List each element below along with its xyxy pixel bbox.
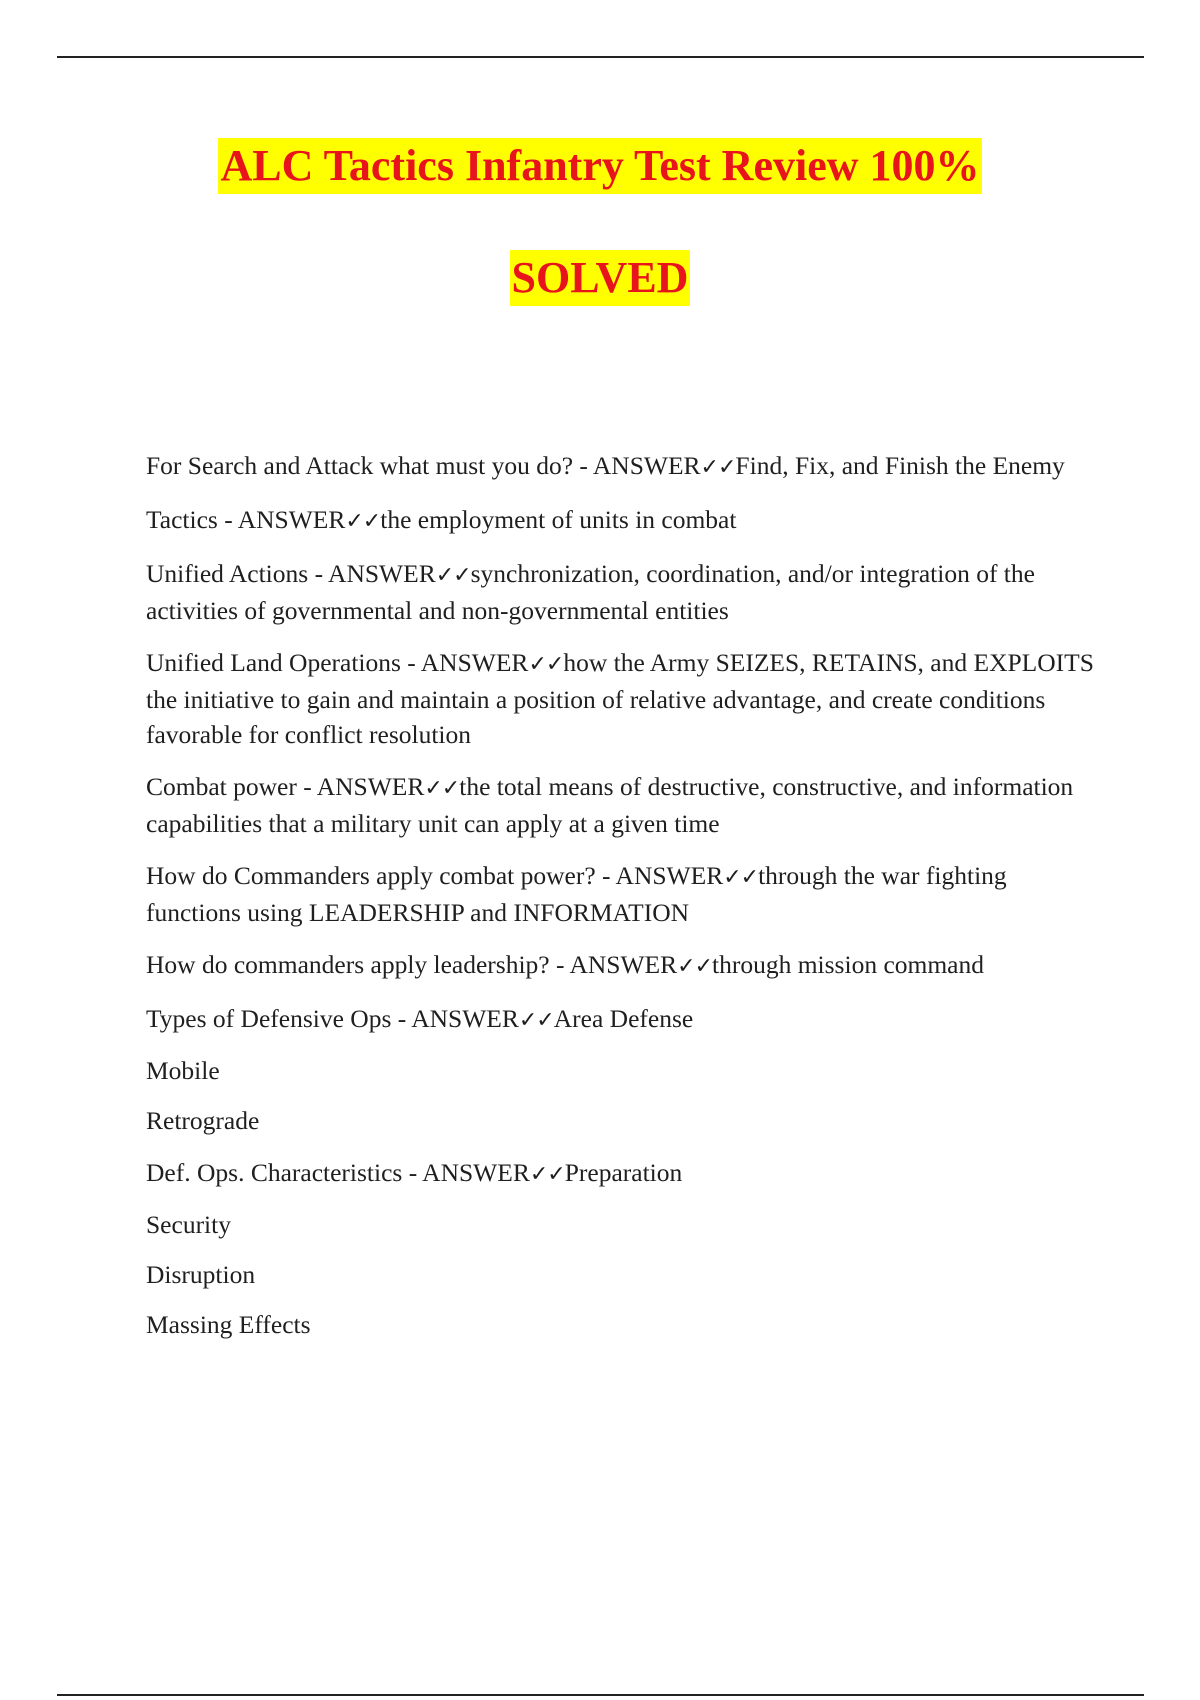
double-check-icon: ✓✓ [345, 509, 381, 534]
qa-item [146, 1001, 1096, 1038]
qa-item [146, 858, 1096, 930]
question-text: Types of Defensive Ops - [146, 1004, 412, 1033]
answer-text: Area Defense [553, 1004, 694, 1033]
answer-continuation-line: Massing Effects [146, 1310, 311, 1339]
answer-text: synchronization, coordination, and/or integration of the activities of governmental and non-governmental entities [146, 559, 1035, 625]
answer-continuation-line: Disruption [146, 1260, 256, 1289]
answer-label: ANSWER [422, 1158, 530, 1187]
answer-text: the total means of destructive, constructive, and information capabilities that a military unit can apply at a given time [146, 772, 1074, 838]
qa-item [146, 769, 1096, 841]
question-text: Tactics - [146, 505, 238, 534]
document-title [0, 138, 1200, 306]
double-check-icon: ✓✓ [700, 455, 736, 480]
double-check-icon: ✓✓ [529, 1162, 565, 1187]
question-text: Combat power - [146, 772, 317, 801]
answer-continuation-line: Mobile [146, 1056, 220, 1085]
answer-text: through mission command [712, 950, 984, 979]
answer-continuation-line: Security [146, 1210, 231, 1239]
answer-label: ANSWER [592, 451, 701, 480]
double-check-icon: ✓✓ [424, 776, 460, 801]
question-text: How do Commanders apply combat power? - [146, 861, 616, 890]
question-text: Unified Land Operations - [146, 648, 421, 677]
qa-item [146, 502, 1096, 539]
answer-label: ANSWER [420, 648, 529, 677]
title-line-1: ALC Tactics Infantry Test Review 100% [218, 138, 981, 194]
title-line-2: SOLVED [510, 250, 691, 306]
top-rule [57, 56, 1144, 58]
qa-item [146, 1155, 1096, 1192]
bottom-rule [57, 1694, 1144, 1696]
answer-text: through the war fighting functions using LEADERSHIP and INFORMATION [146, 861, 1007, 927]
answer-label: ANSWER [316, 772, 425, 801]
qa-item [146, 645, 1096, 752]
question-text: How do commanders apply leadership? - [146, 950, 570, 979]
answer-text: how the Army SEIZES, RETAINS, and EXPLOITS the initiative to gain and maintain a position of relative advantage, and create conditions favorable for conflict resolution [146, 648, 1094, 749]
double-check-icon: ✓✓ [723, 865, 759, 890]
answer-label: ANSWER [411, 1004, 519, 1033]
answer-label: ANSWER [569, 950, 678, 979]
qa-item [146, 556, 1096, 628]
answer-label: ANSWER [237, 505, 346, 534]
question-text: Unified Actions - [146, 559, 329, 588]
double-check-icon: ✓✓ [528, 652, 564, 677]
answer-text: Preparation [564, 1158, 683, 1187]
double-check-icon: ✓✓ [518, 1008, 554, 1033]
answer-text: the employment of units in combat [380, 505, 737, 534]
qa-list [146, 448, 1096, 1357]
qa-item [146, 947, 1096, 984]
answer-text: Find, Fix, and Finish the Enemy [735, 451, 1065, 480]
answer-label: ANSWER [615, 861, 724, 890]
double-check-icon: ✓✓ [435, 563, 471, 588]
question-text: Def. Ops. Characteristics - [146, 1158, 423, 1187]
question-text: For Search and Attack what must you do? - [146, 451, 593, 480]
double-check-icon: ✓✓ [677, 954, 713, 979]
qa-item [146, 448, 1096, 485]
answer-label: ANSWER [328, 559, 436, 588]
answer-continuation-line: Retrograde [146, 1106, 260, 1135]
